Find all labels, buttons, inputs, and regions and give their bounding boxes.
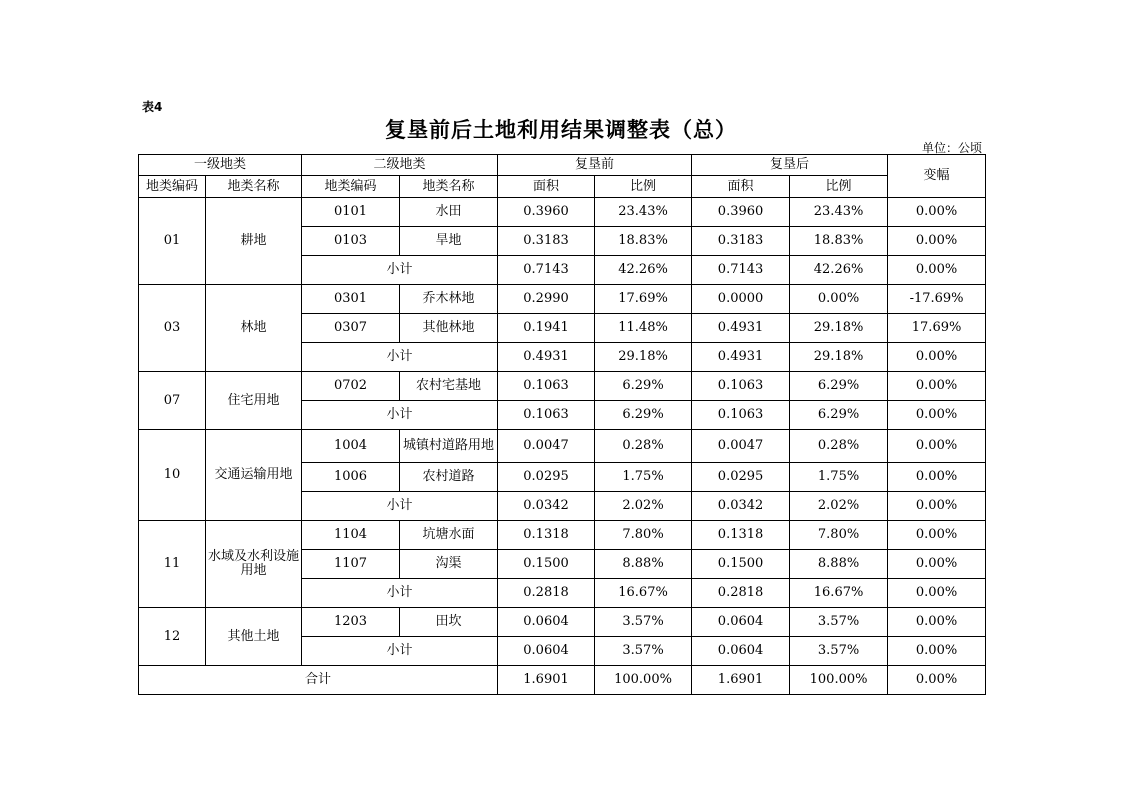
header-change: 变幅 — [888, 155, 986, 198]
ratio-after: 100.00% — [790, 666, 888, 695]
ratio-after: 18.83% — [790, 227, 888, 256]
header-after: 复垦后 — [692, 155, 888, 176]
ratio-before: 3.57% — [595, 608, 692, 637]
row-name: 田坎 — [400, 608, 498, 637]
row-code: 0101 — [302, 198, 400, 227]
subtotal-label: 小计 — [302, 256, 498, 285]
area-after: 0.0000 — [692, 285, 790, 314]
ratio-before: 3.57% — [595, 637, 692, 666]
area-after: 0.1063 — [692, 372, 790, 401]
row-name: 旱地 — [400, 227, 498, 256]
area-after: 0.4931 — [692, 314, 790, 343]
group-name: 其他土地 — [206, 608, 302, 666]
area-after: 0.4931 — [692, 343, 790, 372]
header-l2-code: 地类编码 — [302, 176, 400, 198]
area-before: 0.7143 — [498, 256, 595, 285]
area-before: 0.3183 — [498, 227, 595, 256]
ratio-before: 11.48% — [595, 314, 692, 343]
ratio-before: 0.28% — [595, 430, 692, 463]
area-after: 1.6901 — [692, 666, 790, 695]
land-use-table — [138, 154, 986, 695]
group-name: 耕地 — [206, 198, 302, 285]
ratio-after: 8.88% — [790, 550, 888, 579]
header-ratio-after: 比例 — [790, 176, 888, 198]
change-value: -17.69% — [888, 285, 986, 314]
area-before: 0.1500 — [498, 550, 595, 579]
document-title: 复垦前后土地利用结果调整表（总） — [385, 118, 737, 142]
area-before: 0.1063 — [498, 372, 595, 401]
row-code: 0103 — [302, 227, 400, 256]
area-after: 0.1063 — [692, 401, 790, 430]
area-before: 0.0295 — [498, 463, 595, 492]
ratio-after: 6.29% — [790, 401, 888, 430]
change-value: 17.69% — [888, 314, 986, 343]
header-level1: 一级地类 — [139, 155, 302, 176]
change-value: 0.00% — [888, 521, 986, 550]
header-area-after: 面积 — [692, 176, 790, 198]
area-after: 0.2818 — [692, 579, 790, 608]
header-level2: 二级地类 — [302, 155, 498, 176]
group-code: 12 — [139, 608, 206, 666]
ratio-before: 17.69% — [595, 285, 692, 314]
subtotal-label: 小计 — [302, 637, 498, 666]
ratio-after: 3.57% — [790, 608, 888, 637]
table-number-label: 表4 — [142, 100, 163, 114]
ratio-after: 3.57% — [790, 637, 888, 666]
area-before: 0.0342 — [498, 492, 595, 521]
subtotal-label: 小计 — [302, 492, 498, 521]
row-code: 1004 — [302, 430, 400, 463]
ratio-before: 8.88% — [595, 550, 692, 579]
ratio-after: 16.67% — [790, 579, 888, 608]
ratio-after: 42.26% — [790, 256, 888, 285]
change-value: 0.00% — [888, 608, 986, 637]
area-after: 0.0342 — [692, 492, 790, 521]
table-row — [139, 285, 986, 314]
area-before: 0.0047 — [498, 430, 595, 463]
change-value: 0.00% — [888, 550, 986, 579]
row-name: 水田 — [400, 198, 498, 227]
header-ratio-before: 比例 — [595, 176, 692, 198]
ratio-before: 100.00% — [595, 666, 692, 695]
area-before: 0.4931 — [498, 343, 595, 372]
group-code: 11 — [139, 521, 206, 608]
row-name: 沟渠 — [400, 550, 498, 579]
ratio-before: 7.80% — [595, 521, 692, 550]
ratio-before: 6.29% — [595, 401, 692, 430]
header-before: 复垦前 — [498, 155, 692, 176]
table-row — [139, 372, 986, 401]
group-code: 03 — [139, 285, 206, 372]
area-before: 0.1941 — [498, 314, 595, 343]
group-name: 住宅用地 — [206, 372, 302, 430]
group-code: 07 — [139, 372, 206, 430]
area-after: 0.1500 — [692, 550, 790, 579]
change-value: 0.00% — [888, 430, 986, 463]
table-row — [139, 521, 986, 550]
area-after: 0.1318 — [692, 521, 790, 550]
total-row — [139, 666, 986, 695]
change-value: 0.00% — [888, 198, 986, 227]
row-name: 乔木林地 — [400, 285, 498, 314]
subtotal-label: 小计 — [302, 579, 498, 608]
ratio-before: 42.26% — [595, 256, 692, 285]
change-value: 0.00% — [888, 666, 986, 695]
change-value: 0.00% — [888, 401, 986, 430]
row-name: 其他林地 — [400, 314, 498, 343]
table-row — [139, 608, 986, 637]
row-code: 1107 — [302, 550, 400, 579]
ratio-before: 6.29% — [595, 372, 692, 401]
area-before: 0.2990 — [498, 285, 595, 314]
area-after: 0.3183 — [692, 227, 790, 256]
subtotal-label: 小计 — [302, 343, 498, 372]
row-code: 1203 — [302, 608, 400, 637]
area-after: 0.0295 — [692, 463, 790, 492]
row-code: 0702 — [302, 372, 400, 401]
row-code: 1104 — [302, 521, 400, 550]
change-value: 0.00% — [888, 256, 986, 285]
ratio-after: 6.29% — [790, 372, 888, 401]
header-l1-code: 地类编码 — [139, 176, 206, 198]
group-name: 交通运输用地 — [206, 430, 302, 521]
total-label: 合计 — [139, 666, 498, 695]
row-name: 城镇村道路用地 — [400, 430, 498, 463]
area-before: 0.3960 — [498, 198, 595, 227]
ratio-after: 1.75% — [790, 463, 888, 492]
change-value: 0.00% — [888, 579, 986, 608]
group-code: 10 — [139, 430, 206, 521]
area-after: 0.0047 — [692, 430, 790, 463]
area-before: 0.0604 — [498, 637, 595, 666]
row-name: 农村道路 — [400, 463, 498, 492]
change-value: 0.00% — [888, 637, 986, 666]
area-before: 0.1318 — [498, 521, 595, 550]
change-value: 0.00% — [888, 343, 986, 372]
ratio-before: 16.67% — [595, 579, 692, 608]
ratio-before: 1.75% — [595, 463, 692, 492]
header-l2-name: 地类名称 — [400, 176, 498, 198]
table-row — [139, 430, 986, 463]
area-before: 0.1063 — [498, 401, 595, 430]
area-before: 0.0604 — [498, 608, 595, 637]
change-value: 0.00% — [888, 227, 986, 256]
ratio-after: 2.02% — [790, 492, 888, 521]
subtotal-label: 小计 — [302, 401, 498, 430]
area-before: 0.2818 — [498, 579, 595, 608]
ratio-before: 18.83% — [595, 227, 692, 256]
area-after: 0.3960 — [692, 198, 790, 227]
ratio-before: 29.18% — [595, 343, 692, 372]
ratio-after: 29.18% — [790, 314, 888, 343]
ratio-before: 23.43% — [595, 198, 692, 227]
area-after: 0.0604 — [692, 637, 790, 666]
ratio-after: 23.43% — [790, 198, 888, 227]
group-name: 林地 — [206, 285, 302, 372]
change-value: 0.00% — [888, 463, 986, 492]
ratio-after: 7.80% — [790, 521, 888, 550]
ratio-after: 29.18% — [790, 343, 888, 372]
row-name: 坑塘水面 — [400, 521, 498, 550]
area-after: 0.0604 — [692, 608, 790, 637]
change-value: 0.00% — [888, 372, 986, 401]
row-code: 0307 — [302, 314, 400, 343]
ratio-after: 0.28% — [790, 430, 888, 463]
change-value: 0.00% — [888, 492, 986, 521]
group-code: 01 — [139, 198, 206, 285]
row-name: 农村宅基地 — [400, 372, 498, 401]
header-l1-name: 地类名称 — [206, 176, 302, 198]
table-row — [139, 198, 986, 227]
row-code: 0301 — [302, 285, 400, 314]
unit-label: 单位：公顷 — [921, 141, 982, 155]
ratio-before: 2.02% — [595, 492, 692, 521]
header-area-before: 面积 — [498, 176, 595, 198]
group-name: 水域及水利设施用地 — [206, 521, 302, 608]
row-code: 1006 — [302, 463, 400, 492]
ratio-after: 0.00% — [790, 285, 888, 314]
area-before: 1.6901 — [498, 666, 595, 695]
area-after: 0.7143 — [692, 256, 790, 285]
